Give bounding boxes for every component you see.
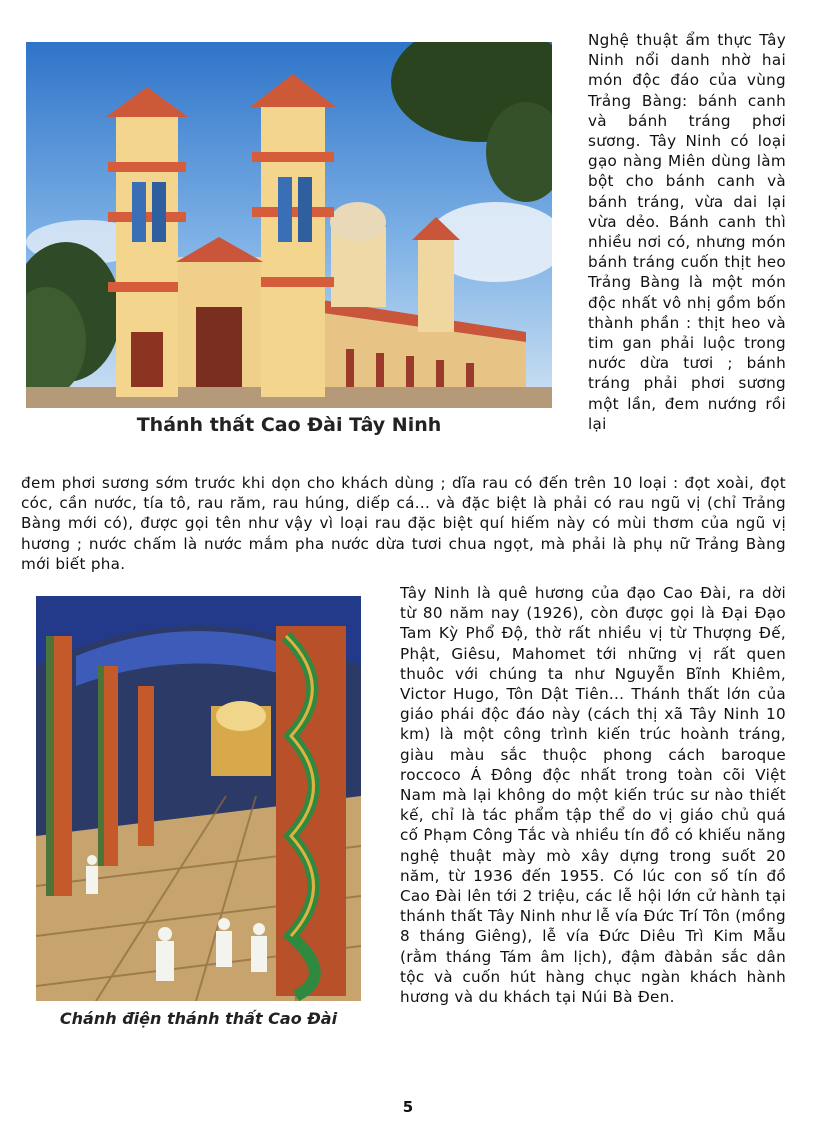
temple-exterior-photo [26,42,552,408]
cao-dai-temple-interior-icon [36,596,361,1001]
figure1-caption: Thánh thất Cao Đài Tây Ninh [136,414,442,436]
temple-interior-photo [36,596,361,1001]
page-number: 5 [402,1098,414,1116]
figure2-caption: Chánh điện thánh thất Cao Đài [59,1009,338,1028]
paragraph1-full-text: đem phơi sương sớm trước khi dọn cho khách dùng ; dĩa rau có đến trên 10 loại : đọt xoài, đọt cóc, cần nước, tía tô, rau răm, rau húng, diếp cá... và đặc biệt là phải có rau ngũ vị (chỉ Trảng Bàng mới có), được gọi tên như vậy vì loại rau đặc biệt quí hiếm này có mùi thơm của ngũ vị hương ; nước chấm là nước mắm pha nước dừa tươi chua ngọt, mà phải là phụ nữ Trảng Bàng mới biết pha. [21,474,786,573]
paragraph2-text: Tây Ninh là quê hương của đạo Cao Đài, ra dời từ 80 năm nay (1926), còn được gọi là Đại Đạo Tam Kỳ Phổ Độ, thờ rất nhiều vị từ Thượng Đế, Phật, Giêsu, Mahomet tới những vị rất quen thuôc với chúng ta như Nguyễn Bĩnh Khiêm, Victor Hugo, Tôn Dật Tiên... Thánh thất lớn của giáo phái độc đáo này (cách thị xã Tây Ninh 10 km) là một công trình kiến trúc hoành tráng, giàu màu sắc thuộc phong cách baroque roccoco Á Đông độc nhất trong toàn cõi Việt Nam mà lại không do một kiến trúc sư nào thiết kế, chỉ là tác phẩm tập thể do vị giáo chủ quá cố Phạm Công Tắc và nhiều tín đồ có khiếu năng nghệ thuật mày mò xây dựng trong suốt 20 năm, từ 1936 đến 1955. Có lúc con số tín đồ Cao Đài lên tới 2 triệu, các lễ hội lớn cử hành tại thánh thất Tây Ninh như lễ vía Đức Trí Tôn (mồng 8 tháng Giêng), lễ vía Đức Diêu Trì Kim Mẫu (rằm tháng Tám âm lịch), đậm đàbản sắc dân tộc và cuốn hút hàng chục ngàn khách hành hương và du khách tại Núi Bà Đen. [400,584,786,1007]
cao-dai-temple-exterior-icon [26,42,552,408]
paragraph1-column-text: Nghệ thuật ẩm thực Tây Ninh nổi danh nhờ hai món độc đáo của vùng Trảng Bàng: bánh canh và bánh tráng phơi sương. Tây Ninh có loại gạo nàng Miên dùng làm bột cho bánh canh và bánh tráng, vừa dai lại vừa dẻo. Bánh canh thì nhiều nơi có, nhưng món bánh tráng cuốn thịt heo Trảng Bàng là một món độc nhất vô nhị gồm bốn thành phần : thịt heo và tim gan phải luộc trong nước dừa tươi ; bánh tráng phải phơi sương một lần, đem nướng rồi lại [588,31,786,433]
